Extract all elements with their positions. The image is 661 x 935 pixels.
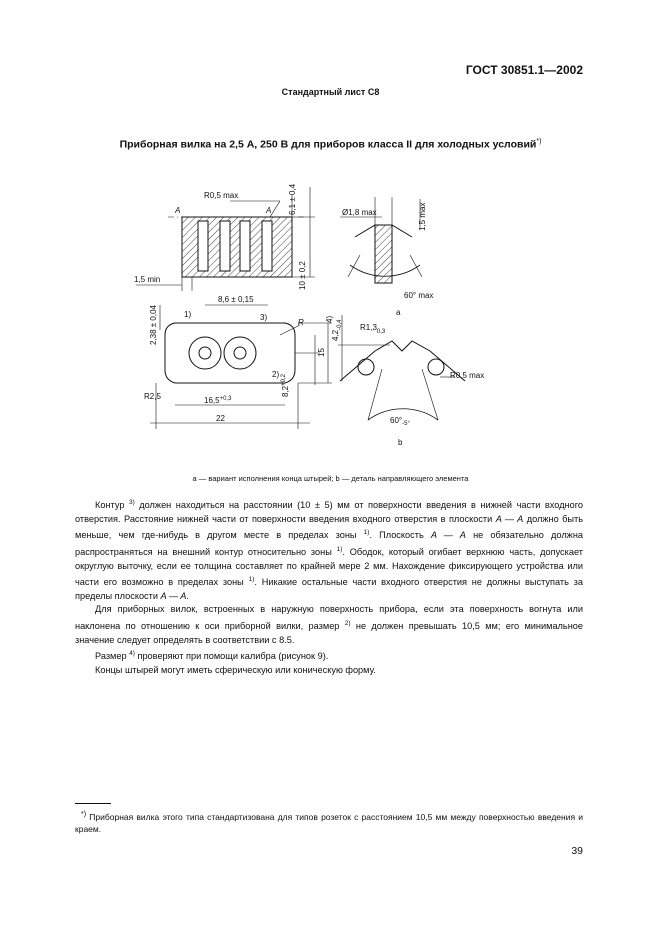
text-run: . Никакие остальные части входного отверстия не должны выступать за пределы плоскости — [75, 577, 583, 601]
label-60-max: 60° max — [404, 291, 434, 300]
label-60-deg-tol: -5° — [402, 421, 410, 427]
label-zone-3: 3) — [260, 313, 268, 322]
plane-ref: A — A — [495, 513, 524, 524]
paragraph-contour — [75, 496, 583, 603]
figure-caption: a — вариант исполнения конца штырей; b — деталь направляющего элемента — [192, 474, 469, 483]
ref-mark: 2) — [344, 620, 351, 627]
figure-title-text: Приборная вилка на 2,5 А, 250 В для приборов класса II для холодных условий — [119, 138, 537, 151]
label-r1-3-tol: 0,3 — [376, 329, 386, 335]
label-r05-max: R0,5 max — [204, 191, 239, 200]
label-16-5 — [204, 396, 232, 405]
label-16-5-value: 16,5 — [204, 396, 220, 405]
footnote-separator — [75, 803, 111, 804]
label-r05-max-b: R0,5 max — [450, 371, 485, 380]
label-60-deg-value: 60° — [390, 416, 403, 425]
technical-drawing — [120, 165, 580, 455]
text-run: . — [186, 590, 189, 601]
body-text — [75, 496, 583, 678]
ref-mark: 1) — [336, 545, 343, 553]
text-run: не обязательно должна распространяться на внешний контур относительно зоны — [75, 530, 584, 557]
label-10: 10 ± 0,2 — [298, 261, 307, 290]
text-run: должно быть меньше, чем где-нибудь в другом месте в пределах зоны — [75, 513, 583, 541]
text-run: Для приборных вилок, встроенных в наружную поверхность прибора, если эта поверхность вогнута или наклонена по отношению к оси приборной вилки, размер — [75, 604, 583, 632]
label-zone-1: 1) — [184, 310, 192, 319]
label-6-1: 6,1 ± 0,4 — [288, 183, 297, 215]
label-zone-4: 4) — [325, 315, 334, 323]
label-d1-8-max: Ø1,8 max — [342, 208, 377, 217]
label-r1-3 — [360, 323, 386, 335]
label-plane-a-right: A — [266, 206, 272, 215]
plane-ref: A — A — [430, 530, 466, 541]
label-zone-2: 2) — [272, 370, 280, 379]
label-2-38: 2,38 ± 0,04 — [149, 305, 158, 345]
text-run: . Ободок, который огибает верхнюю часть, допускает округлую выточку, если ее толщина составляет по крайней мере 2 мм. Нахождение фиксирующего устройства или части его возможно в пределах зоны — [75, 546, 583, 588]
label-1-5-max: 1,5 max — [418, 202, 427, 231]
ref-mark: 3) — [128, 499, 135, 506]
label-22: 22 — [216, 414, 225, 423]
footnote-mark: *) — [81, 810, 87, 818]
figure-title — [0, 138, 661, 151]
label-r2-5: R2,5 — [144, 392, 161, 401]
label-r1-3-value: R1,3 — [360, 323, 377, 332]
text-run: проверяют при помощи калибра (рисунок 9). — [134, 651, 329, 662]
footnote — [75, 808, 583, 835]
title-footnote-mark: *) — [536, 138, 542, 145]
standard-number: ГОСТ 30851.1—2002 — [465, 63, 583, 77]
sheet-title: Стандартный лист С8 — [281, 87, 380, 97]
ref-mark: 1) — [248, 576, 255, 584]
text-run: . Плоскость — [369, 530, 431, 541]
label-r: R — [298, 318, 304, 327]
label-16-5-tol: +0,3 — [219, 396, 232, 402]
label-8-2-value: 8,2 — [281, 385, 290, 397]
label-60-deg — [390, 416, 410, 427]
label-plane-a-left: A — [175, 206, 181, 215]
label-8-2-tol: +0,2 — [281, 374, 287, 386]
label-4-2-value: 4,2 — [331, 329, 340, 341]
label-8-2 — [281, 373, 290, 397]
paragraph-gauge — [75, 647, 583, 664]
plug-front-view — [150, 305, 332, 429]
label-8-6: 8,6 ± 0,15 — [218, 295, 254, 304]
ref-mark: 1) — [363, 529, 370, 537]
label-15: 15 — [317, 348, 326, 357]
plane-ref: A — A — [160, 590, 187, 601]
ref-mark: 4) — [129, 650, 135, 658]
text-run: не должен превышать 10,5 мм; его минимальное значение следует определять в соответствии с 8.5. — [75, 621, 583, 645]
label-1-5-min: 1,5 min — [134, 275, 161, 284]
label-view-a: a — [396, 308, 401, 317]
text-run: Контур — [95, 500, 129, 511]
page-number: 39 — [571, 845, 583, 857]
label-4-2-tol: -0,4 — [337, 319, 343, 330]
paragraph-pin-ends: Концы штырей могут иметь сферическую или коническую форму. — [95, 664, 376, 675]
guide-element-detail-b — [338, 315, 465, 420]
text-run: Размер — [95, 651, 130, 662]
label-view-b: b — [398, 438, 403, 447]
footnote-text: Приборная вилка этого типа стандартизована для типов розеток с расстоянием 10,5 мм между поверхностью введения и краем. — [75, 811, 583, 834]
text-run: должен находиться на расстоянии (10 ± 5) мм от поверхности введения в нижней части входного отверстия. Расстояние нижней части от поверхности введения входного отверстия в плоскости — [75, 500, 584, 524]
paragraph-surface — [75, 603, 583, 647]
